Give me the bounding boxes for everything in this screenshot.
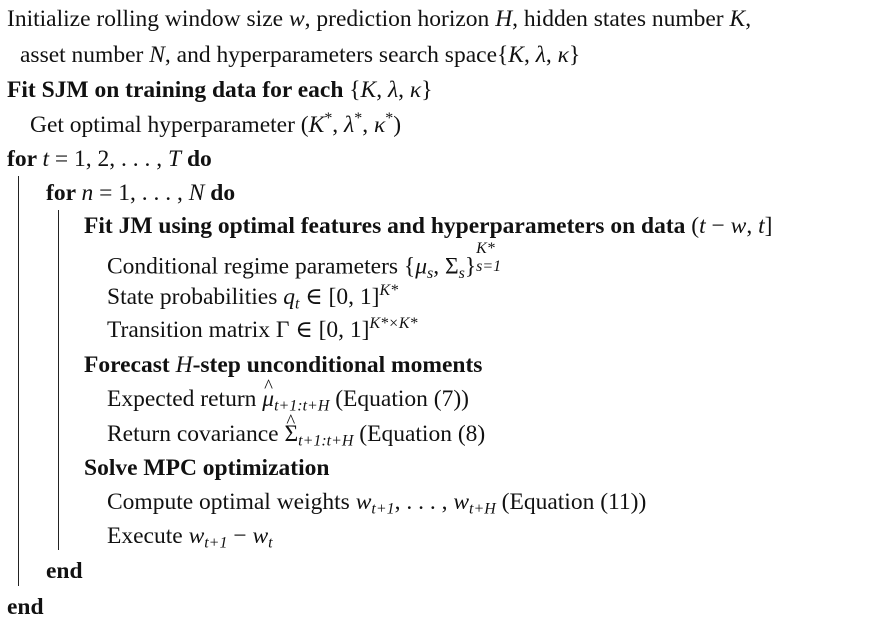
algo-line (7, 148, 212, 172)
text-run: (Equation (8) (353, 421, 486, 447)
keyword: Fit SJM on training data for each (7, 77, 350, 103)
algo-line (107, 421, 486, 450)
text-run: , hidden states number (512, 6, 730, 32)
math-symbol: λ (387, 77, 399, 103)
text-run: Execute (107, 523, 189, 549)
text-run: , and hyperparameters search space{ (164, 42, 509, 68)
keyword: Fit JM using optimal features and hyperparameters on data (84, 213, 692, 239)
algo-line (84, 457, 329, 481)
algo-line (7, 8, 751, 32)
math-symbol: t (42, 146, 49, 172)
superscript: K*×K* (369, 315, 418, 333)
text-run: , prediction horizon (304, 6, 496, 32)
inner-loop-bar (58, 210, 59, 550)
math-symbol: μ (415, 253, 427, 280)
subscript: s (458, 264, 465, 282)
math-symbol: t (758, 213, 765, 239)
algo-line (7, 596, 44, 620)
algo-line (107, 523, 273, 552)
keyword: end (46, 558, 83, 584)
superscript: * (354, 110, 363, 128)
keyword: Solve MPC optimization (84, 455, 330, 481)
math-symbol: w (730, 213, 747, 239)
text-run: − (227, 523, 253, 549)
superscript: K* (379, 282, 399, 300)
text-run: { (349, 77, 361, 103)
text-run: (Equation (11)) (495, 489, 647, 515)
math-symbol: κ (557, 42, 569, 68)
text-run: , (746, 213, 759, 239)
text-run: , Σ (433, 253, 459, 280)
text-run: , (376, 77, 388, 103)
superscript: * (324, 110, 333, 128)
text-run: Transition matrix Γ ∈ [0, 1] (107, 317, 370, 343)
math-symbol: ^ μ (262, 388, 274, 412)
math-symbol: N (188, 180, 205, 206)
text-run: , (398, 77, 410, 103)
text-run: } (421, 77, 433, 103)
algo-line (84, 354, 482, 378)
limits-stack (476, 240, 528, 275)
text-run: ∈ [0, 1] (299, 284, 380, 310)
keyword: Forecast (84, 352, 176, 378)
keyword: do (204, 180, 236, 206)
math-symbol: κ (409, 77, 422, 103)
math-symbol: κ (373, 112, 386, 138)
keyword: end (7, 594, 44, 620)
keyword: for (7, 146, 43, 172)
keyword: -step unconditional moments (192, 352, 483, 378)
text-run: Return covariance (107, 421, 285, 447)
superscript: * (385, 110, 394, 128)
text-run: ] (764, 213, 773, 239)
math-symbol: N (149, 42, 165, 68)
text-run: − (705, 213, 731, 239)
text-run: asset number (20, 42, 150, 68)
math-symbol: K (729, 6, 746, 32)
keyword: do (181, 146, 212, 172)
subscript: s=1 (476, 257, 502, 275)
math-symbol: λ (535, 42, 546, 68)
text-run: Get optimal hyperparameter ( (30, 112, 309, 138)
text-run: State probabilities (107, 284, 284, 310)
text-run: } (464, 253, 477, 280)
text-run: Expected return (107, 386, 263, 412)
algo-line (46, 182, 235, 206)
algo-line (7, 79, 432, 103)
text-run: , (362, 112, 374, 138)
algo-line (46, 560, 83, 584)
algo-line (107, 386, 470, 415)
subscript: t+1:t+H (274, 397, 330, 415)
algo-line (107, 489, 647, 518)
math-symbol: H (495, 6, 513, 32)
text-run: } (568, 42, 581, 68)
math-symbol: K (508, 42, 524, 68)
text-run: Conditional regime parameters { (107, 253, 416, 280)
math-symbol: w (355, 489, 372, 515)
algo-line (20, 44, 580, 68)
text-run: = 1, . . . , (93, 180, 189, 206)
algo-line (107, 282, 399, 313)
text-run: Compute optimal weights (107, 489, 356, 515)
text-run: , (545, 42, 558, 68)
math-symbol: H (175, 352, 193, 378)
subscript: t (268, 534, 273, 552)
subscript: t+1 (204, 534, 228, 552)
math-symbol: w (252, 523, 269, 549)
math-symbol: w (188, 523, 205, 549)
math-symbol: w (288, 6, 305, 32)
text-run: = 1, 2, . . . , (49, 146, 169, 172)
algo-line (107, 315, 418, 343)
text-run: , (332, 112, 345, 138)
keyword: for (46, 180, 82, 206)
algo-line (84, 215, 772, 239)
subscript: s (427, 264, 434, 282)
text-run: , . . . , (394, 489, 454, 515)
math-symbol: q (283, 284, 295, 310)
algo-line (107, 240, 528, 282)
text-run: ^ Σ (284, 423, 298, 447)
text-run: , (523, 42, 536, 68)
algo-line (30, 110, 402, 138)
subscript: t+1 (371, 500, 395, 518)
text-run: , (745, 6, 752, 32)
math-symbol: K (360, 77, 377, 103)
text-run: ) (393, 112, 402, 138)
subscript: t+H (469, 500, 496, 518)
text-run: (Equation (7)) (329, 386, 470, 412)
math-symbol: n (81, 180, 94, 206)
subscript: t (294, 295, 300, 313)
math-symbol: T (168, 146, 182, 172)
outer-loop-bar (18, 176, 19, 586)
math-symbol: w (453, 489, 470, 515)
math-symbol: λ (344, 112, 355, 138)
math-symbol: K (308, 112, 325, 138)
text-run: Initialize rolling window size (7, 6, 289, 32)
subscript: t+1:t+H (298, 432, 354, 450)
text-run: ( (691, 213, 700, 239)
superscript: K* (476, 240, 495, 258)
math-symbol: t (699, 213, 706, 239)
